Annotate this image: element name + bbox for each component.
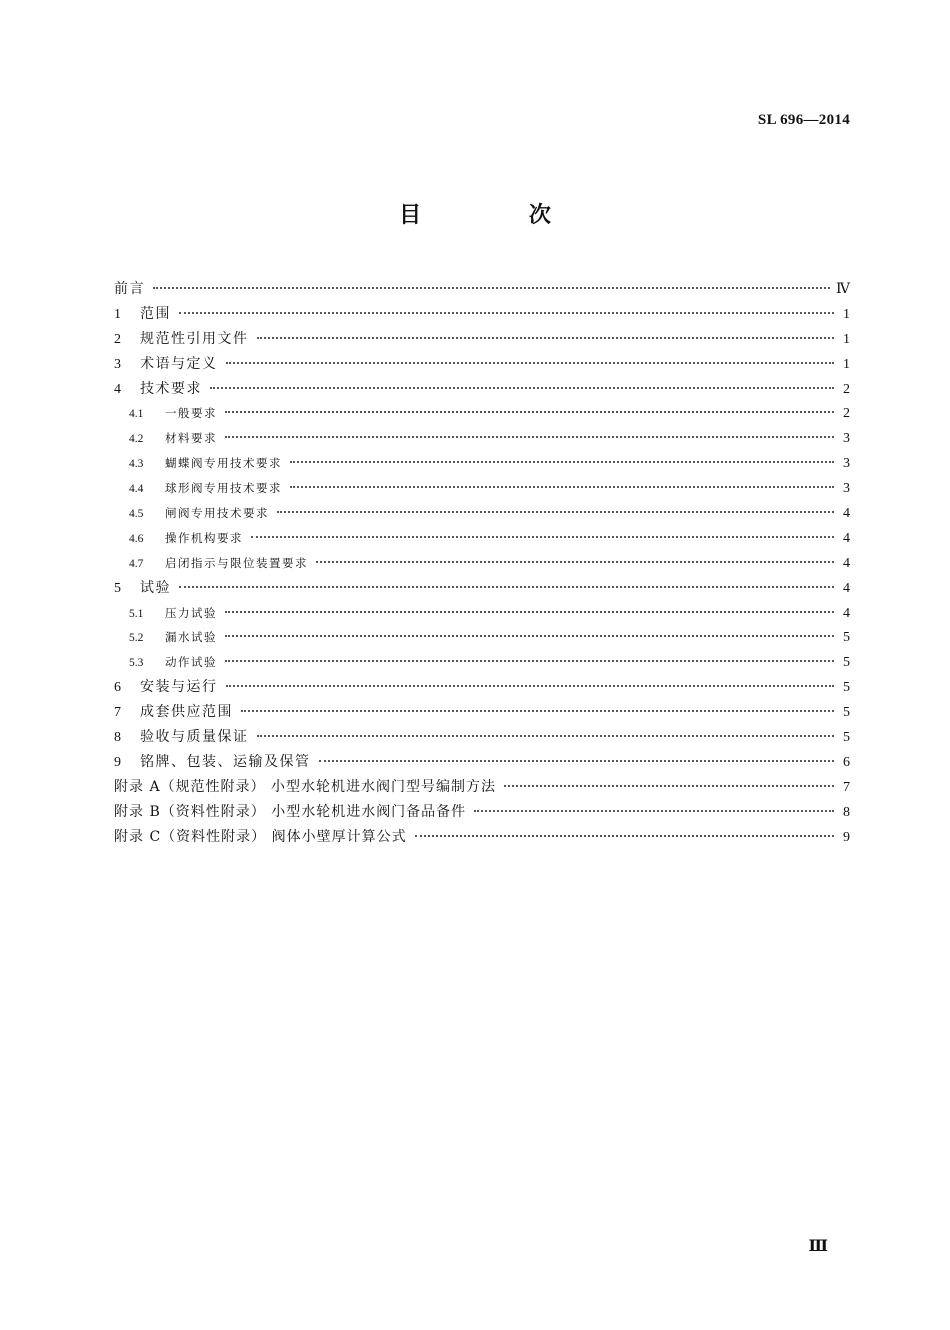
- toc-entry-title: 成套供应范围: [140, 704, 233, 721]
- toc-entry-number: 2: [114, 331, 121, 347]
- toc-entry-title: 操作机构要求: [165, 530, 243, 545]
- toc-entry[interactable]: [114, 302, 850, 327]
- toc-entry-title: 术语与定义: [140, 355, 218, 372]
- toc-entry[interactable]: [114, 426, 850, 451]
- toc-entry[interactable]: [114, 725, 850, 750]
- toc-entry-number: 4.1: [129, 408, 144, 421]
- toc-entry-number: 4: [114, 381, 121, 397]
- toc-entry-page: 4: [843, 555, 850, 571]
- toc-dot-leader: [225, 611, 834, 613]
- toc-dot-leader: [225, 436, 834, 438]
- toc-entry-title: 规范性引用文件: [140, 330, 249, 347]
- toc-dot-leader: [290, 461, 834, 463]
- toc-entry[interactable]: [114, 401, 850, 426]
- toc-entry[interactable]: [114, 451, 850, 476]
- page-title: 目 次: [399, 203, 601, 228]
- toc-entry-number: 8: [114, 730, 121, 746]
- toc-entry-page: 4: [843, 605, 850, 621]
- toc-entry-page: 4: [843, 506, 850, 522]
- toc-entry-number: 1: [114, 306, 121, 322]
- toc-entry-title: 铭牌、包装、运输及保管: [140, 753, 311, 770]
- toc-entry[interactable]: [114, 352, 850, 377]
- toc-entry-number: 4.3: [129, 458, 144, 471]
- toc-entry-page: 8: [843, 804, 850, 820]
- toc-dot-leader: [504, 785, 834, 787]
- toc-entry-title: 一般要求: [165, 406, 217, 421]
- toc-entry-number: 5: [114, 580, 121, 596]
- toc-entry-number: 9: [114, 754, 121, 770]
- toc-entry-title: 压力试验: [165, 605, 217, 620]
- toc-entry-page: 6: [843, 754, 850, 770]
- toc-dot-leader: [316, 561, 834, 563]
- toc-dot-leader: [225, 411, 834, 413]
- toc-entry-number: 4.5: [129, 508, 144, 521]
- toc-entry[interactable]: [114, 700, 850, 725]
- toc-dot-leader: [290, 486, 834, 488]
- toc-entry[interactable]: [114, 825, 850, 850]
- toc-entry-page: 5: [843, 680, 850, 696]
- toc-dot-leader: [179, 586, 834, 588]
- toc-entry-page: 1: [843, 356, 850, 372]
- table-of-contents: [114, 277, 850, 849]
- toc-entry-page: 3: [843, 456, 850, 472]
- toc-entry-page: 4: [843, 580, 850, 596]
- toc-entry-page: 1: [843, 331, 850, 347]
- toc-entry-title: 蝴蝶阀专用技术要求: [165, 456, 282, 471]
- toc-entry-title: 闸阀专用技术要求: [165, 506, 269, 521]
- toc-dot-leader: [226, 362, 835, 364]
- toc-entry-title: 范围: [140, 305, 171, 322]
- toc-entry-number: 5.1: [129, 607, 144, 620]
- toc-entry[interactable]: [114, 675, 850, 700]
- toc-dot-leader: [225, 635, 834, 637]
- toc-entry[interactable]: [114, 601, 850, 626]
- toc-dot-leader: [226, 685, 835, 687]
- toc-entry[interactable]: [114, 750, 850, 775]
- toc-entry[interactable]: [114, 576, 850, 601]
- toc-entry-page: 7: [843, 779, 850, 795]
- toc-entry[interactable]: [114, 551, 850, 576]
- toc-entry[interactable]: [114, 800, 850, 825]
- toc-dot-leader: [210, 387, 834, 389]
- page-number: Ⅲ: [808, 1238, 828, 1255]
- toc-dot-leader: [415, 835, 834, 837]
- toc-entry-number: 6: [114, 680, 121, 696]
- toc-entry-page: 5: [843, 630, 850, 646]
- toc-entry-page: 3: [843, 481, 850, 497]
- toc-entry-title: 动作试验: [165, 655, 217, 670]
- toc-dot-leader: [257, 735, 835, 737]
- toc-entry-number: 4.7: [129, 557, 144, 570]
- toc-entry-title: 球形阀专用技术要求: [165, 481, 282, 496]
- toc-entry-page: 5: [843, 730, 850, 746]
- toc-entry-page: 2: [843, 406, 850, 422]
- toc-entry-title: 附录 A（规范性附录） 小型水轮机进水阀门型号编制方法: [114, 778, 497, 795]
- toc-entry[interactable]: [114, 377, 850, 402]
- toc-entry-number: 5.3: [129, 657, 144, 670]
- toc-dot-leader: [277, 511, 834, 513]
- toc-entry-title: 材料要求: [165, 431, 217, 446]
- toc-dot-leader: [179, 312, 834, 314]
- toc-entry-number: 4.4: [129, 483, 144, 496]
- toc-entry-title: 附录 C（资料性附录） 阀体小壁厚计算公式: [114, 828, 407, 845]
- toc-entry[interactable]: [114, 650, 850, 675]
- toc-entry-title: 附录 B（资料性附录） 小型水轮机进水阀门备品备件: [114, 803, 467, 820]
- toc-entry-page: 5: [843, 655, 850, 671]
- toc-entry-page: 2: [843, 381, 850, 397]
- toc-entry-page: Ⅳ: [836, 282, 850, 297]
- toc-entry[interactable]: [114, 625, 850, 650]
- toc-entry-title: 漏水试验: [165, 630, 217, 645]
- toc-dot-leader: [319, 760, 835, 762]
- toc-entry-title: 试验: [140, 579, 171, 596]
- toc-entry[interactable]: [114, 327, 850, 352]
- toc-entry-page: 1: [843, 306, 850, 322]
- toc-dot-leader: [225, 660, 834, 662]
- toc-dot-leader: [241, 710, 834, 712]
- toc-entry-title: 前言: [114, 281, 145, 297]
- toc-entry-page: 3: [843, 431, 850, 447]
- toc-entry-number: 5.2: [129, 632, 144, 645]
- toc-entry[interactable]: [114, 277, 850, 302]
- toc-dot-leader: [257, 337, 835, 339]
- toc-entry-number: 7: [114, 705, 121, 721]
- toc-dot-leader: [153, 287, 830, 289]
- toc-entry-page: 5: [843, 705, 850, 721]
- toc-entry-number: 4.2: [129, 433, 144, 446]
- toc-entry-title: 启闭指示与限位装置要求: [165, 555, 308, 570]
- toc-entry-page: 4: [843, 530, 850, 546]
- toc-entry-page: 9: [843, 829, 850, 845]
- toc-entry-number: 4.6: [129, 532, 144, 545]
- toc-entry[interactable]: [114, 775, 850, 800]
- toc-entry[interactable]: [114, 476, 850, 501]
- document-code: SL 696—2014: [757, 112, 850, 128]
- toc-entry[interactable]: [114, 526, 850, 551]
- toc-entry-title: 技术要求: [140, 380, 202, 397]
- toc-entry-title: 验收与质量保证: [140, 729, 249, 746]
- toc-entry[interactable]: [114, 501, 850, 526]
- toc-dot-leader: [474, 810, 834, 812]
- toc-entry-number: 3: [114, 356, 121, 372]
- toc-entry-title: 安装与运行: [140, 679, 218, 696]
- toc-dot-leader: [251, 536, 834, 538]
